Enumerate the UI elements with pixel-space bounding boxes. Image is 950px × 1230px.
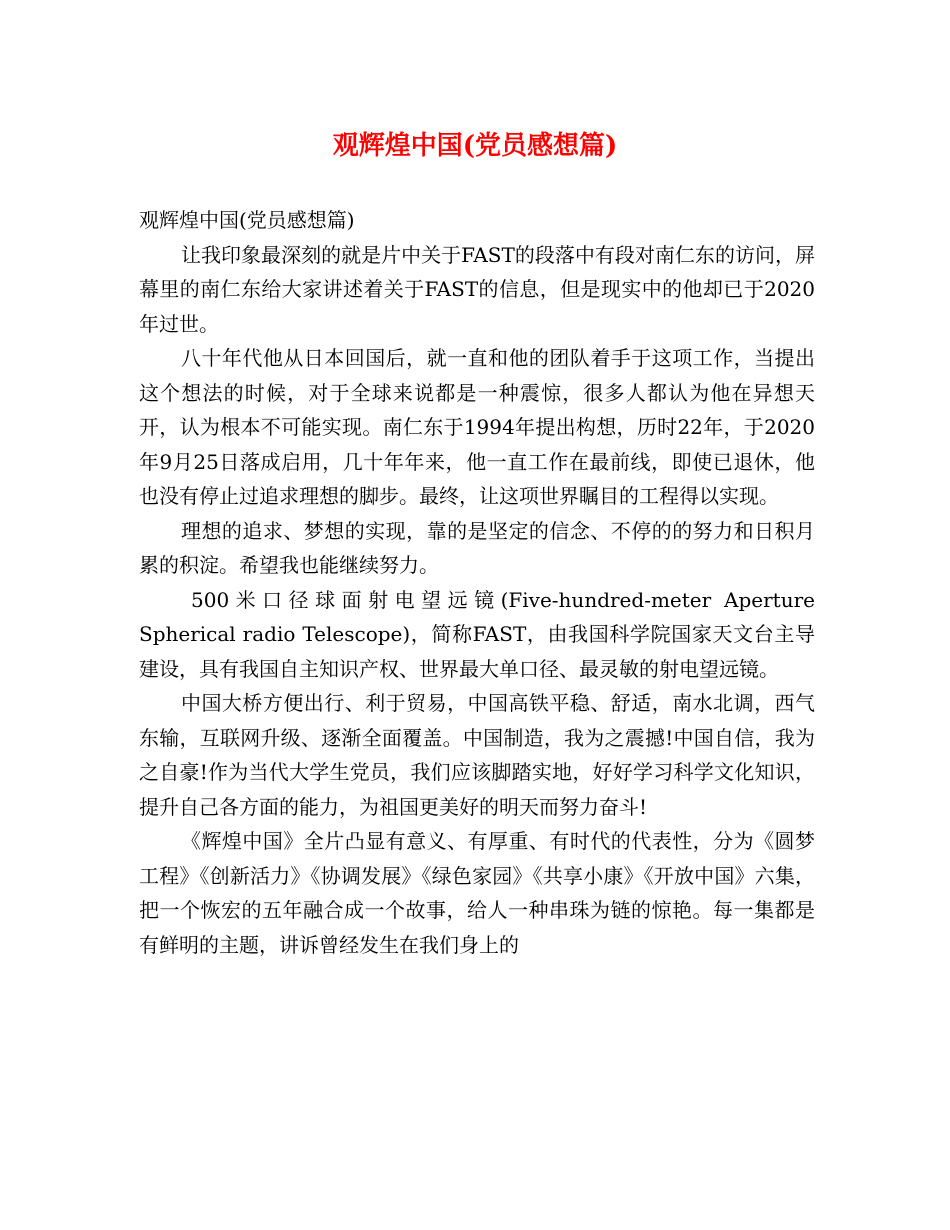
paragraph-series-overview: 《辉煌中国》全片凸显有意义、有厚重、有时代的代表性，分为《圆梦工程》《创新活力》《协调发展》《绿色家园》《共享小康》《开放中国》六集，把一个恢宏的五年融合成一个故事，给人一种串珠为链的惊艳。每一集都是有鲜明的主题，讲诉曾经发生在我们身上的 [139, 829, 815, 957]
paragraph-fast-interview: 让我印象最深刻的就是片中关于FAST的段落中有段对南仁东的访问，屏幕里的南仁东给大家讲述着关于FAST的信息，但是现实中的他却已于2020年过世。 [139, 242, 815, 336]
document-body [139, 203, 815, 962]
paragraph-ideal: 理想的追求、梦想的实现，靠的是坚定的信念、不停的的努力和日积月累的积淀。希望我也能继续努力。 [139, 518, 815, 577]
paragraph-china-achievements: 中国大桥方便出行、利于贸易，中国高铁平稳、舒适，南水北调，西气东输，互联网升级、逐渐全面覆盖。中国制造，我为之震撼!中国自信，我为之自豪!作为当代大学生党员，我们应该脚踏实地，好好学习科学文化知识，提升自己各方面的能力，为祖国更美好的明天而努力奋斗! [139, 691, 815, 819]
paragraph-nan-rendong: 八十年代他从日本回国后，就一直和他的团队着手于这项工作，当提出这个想法的时候，对于全球来说都是一种震惊，很多人都认为他在异想天开，认为根本不可能实现。南仁东于1994年提出构想，历时22年，于2020年9月25日落成启用，几十年年来，他一直工作在最前线，即使已退休，他也没有停止过追求理想的脚步。最终，让这项世界瞩目的工程得以实现。 [139, 346, 815, 508]
subtitle-paragraph: 观辉煌中国(党员感想篇) [139, 208, 355, 232]
document-title: 观辉煌中国(党员感想篇) [332, 131, 618, 161]
paragraph-fast-definition: 500米口径球面射电望远镜(Five-hundred-meter Aperture Spherical radio Telescope)，简称FAST，由我国科学院国家天文台主导建设，具有我国自主知识产权、世界最大单口径、最灵敏的射电望远镜。 [139, 587, 815, 681]
